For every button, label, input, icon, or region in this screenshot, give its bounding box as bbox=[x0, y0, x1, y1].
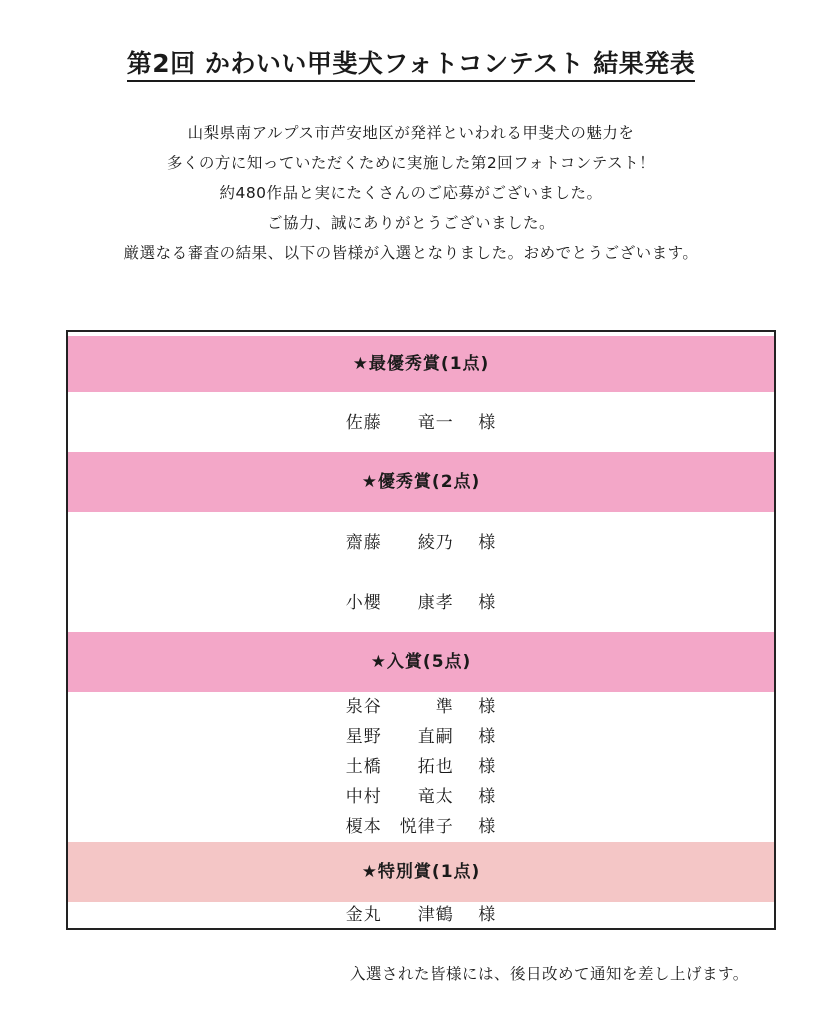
intro-line: 約480作品と実にたくさんのご応募がございました。 bbox=[219, 184, 603, 202]
winner-name: 中村 竜太 様 bbox=[345, 787, 497, 807]
intro-text bbox=[0, 118, 822, 268]
winner-name: 星野 直嗣 様 bbox=[345, 727, 497, 747]
intro-line: 多くの方に知っていただくために実施した第2回フォトコンテスト！ bbox=[166, 154, 656, 172]
special-prize-heading: ★特別賞(1点) bbox=[68, 842, 774, 902]
winner-name: 小櫻 康孝 様 bbox=[345, 593, 497, 613]
intro-line: 厳選なる審査の結果、以下の皆様が入選となりました。おめでとうございます。 bbox=[123, 244, 699, 262]
winner-name: 榎本 悦律子 様 bbox=[345, 817, 497, 837]
winner-name: 佐藤 竜一 様 bbox=[345, 413, 497, 433]
page-title-text: 第2回 かわいい甲斐犬フォトコンテスト 結果発表 bbox=[127, 49, 696, 82]
winner-name: 泉谷 準 様 bbox=[345, 697, 497, 717]
intro-line: 山梨県南アルプス市芦安地区が発祥といわれる甲斐犬の魅力を bbox=[187, 124, 635, 142]
prize-heading: ★入賞(5点) bbox=[68, 632, 774, 692]
grand-prize-heading: ★最優秀賞(1点) bbox=[68, 336, 774, 392]
notification-note: 入選された皆様には、後日改めて通知を差し上げます。 bbox=[350, 965, 749, 983]
winner-name: 金丸 津鶴 様 bbox=[345, 905, 497, 925]
page-title bbox=[0, 44, 822, 80]
winner-name: 齋藤 綾乃 様 bbox=[345, 533, 497, 553]
winner-name: 土橋 拓也 様 bbox=[345, 757, 497, 777]
results-box bbox=[66, 330, 776, 930]
excellent-prize-heading: ★優秀賞(2点) bbox=[68, 452, 774, 512]
intro-line: ご協力、誠にありがとうございました。 bbox=[266, 214, 555, 232]
